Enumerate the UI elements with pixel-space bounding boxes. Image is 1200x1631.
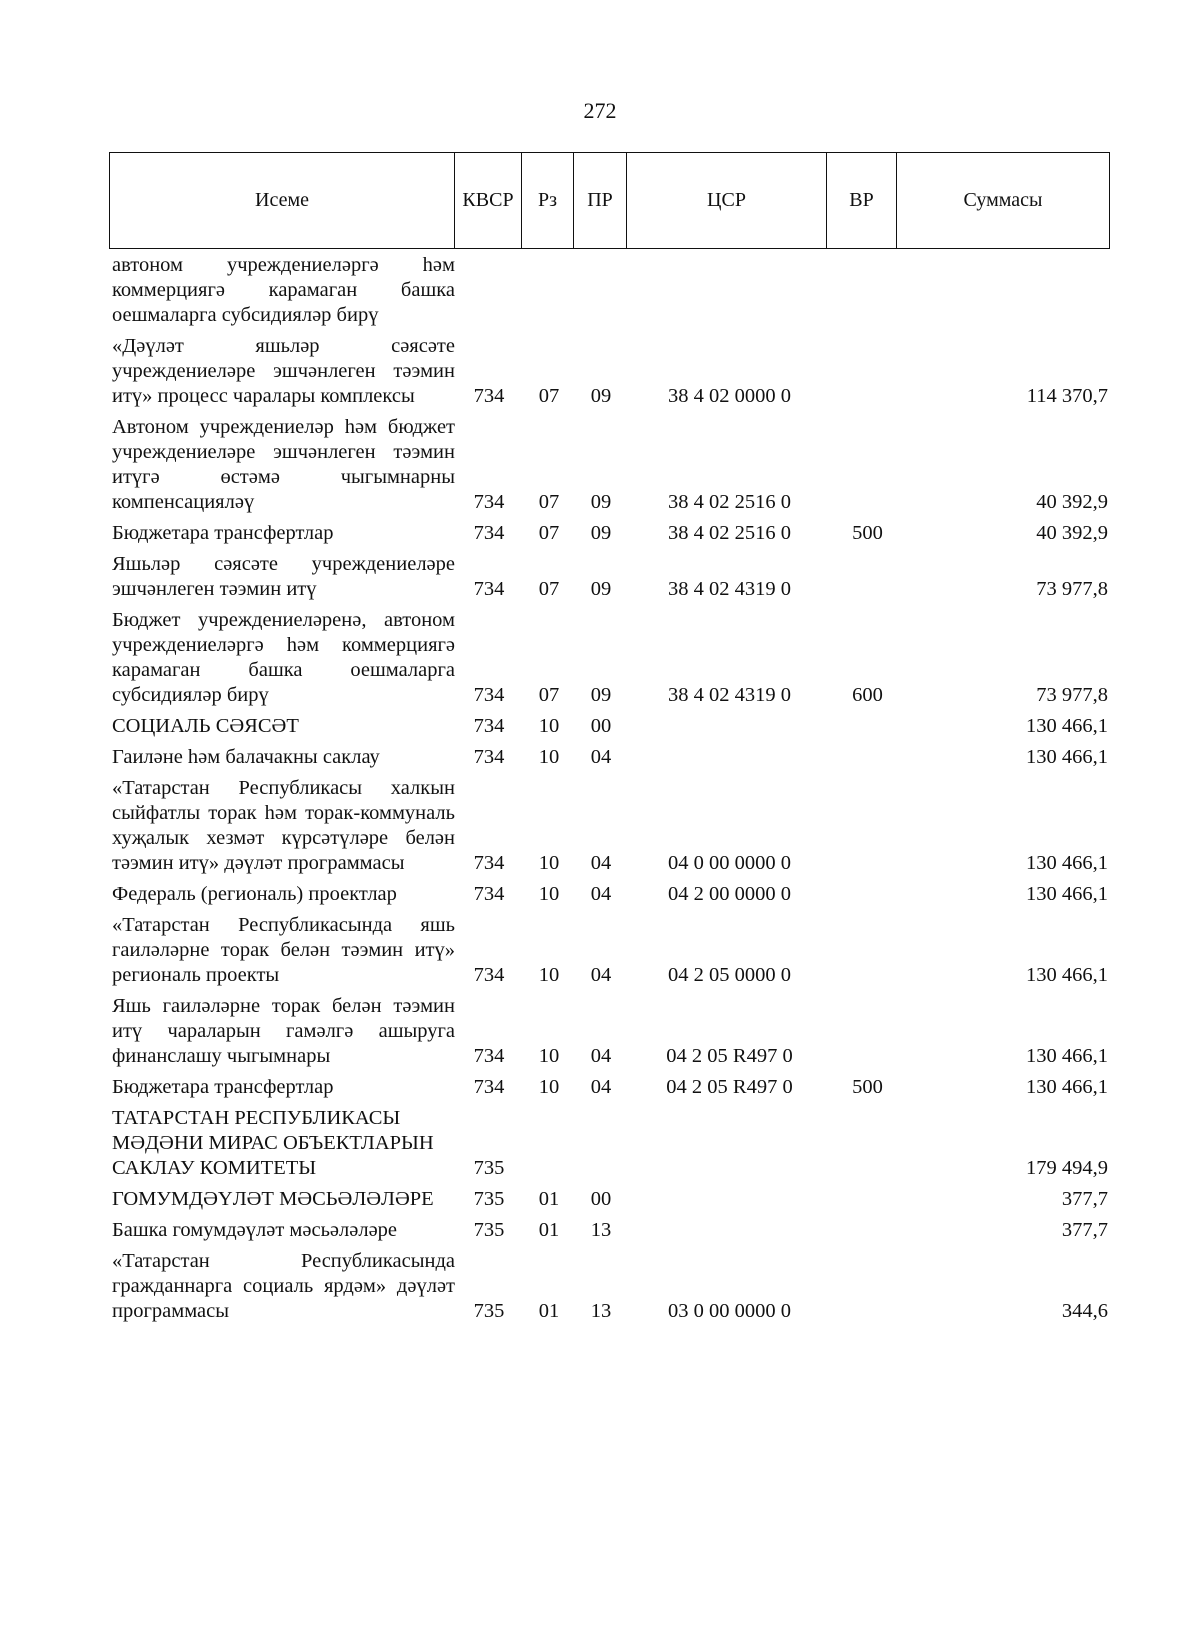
cell-csr: 04 0 00 0000 0 (668, 852, 791, 874)
cell-kvsr: 734 (473, 1045, 505, 1067)
header-vr: ВР (827, 153, 897, 249)
cell-name: «Татарстан Республикасында гражданнарга социаль ярдәм» дәүләт программасы (112, 1250, 455, 1322)
cell-kvsr: 734 (473, 522, 505, 544)
cell-rz: 10 (538, 883, 560, 905)
cell-name: Башка гомумдәүләт мәсьәләләре (112, 1219, 398, 1241)
cell-kvsr: 734 (473, 684, 505, 706)
table-row (112, 334, 1108, 409)
cell-kvsr: 734 (473, 1076, 505, 1098)
cell-vr: 500 (852, 522, 883, 544)
cell-pr: 09 (590, 522, 612, 544)
cell-pr: 13 (590, 1300, 612, 1322)
header-csr: ЦСР (627, 153, 827, 249)
cell-rz: 10 (538, 715, 560, 737)
table-row (112, 714, 1108, 739)
header-kvsr: КВСР (455, 153, 522, 249)
cell-sum: 130 466,1 (1026, 746, 1108, 768)
cell-sum: 130 466,1 (1026, 1076, 1108, 1098)
table-row (112, 1075, 1108, 1100)
cell-rz: 10 (538, 1045, 560, 1067)
cell-csr: 04 2 05 0000 0 (668, 964, 791, 986)
cell-kvsr: 734 (473, 746, 505, 768)
cell-name: Гаиләне һәм балачакны саклау (112, 746, 380, 768)
table-row (112, 776, 1108, 876)
cell-sum: 40 392,9 (1036, 491, 1108, 513)
cell-rz: 07 (538, 578, 560, 600)
page-number: 272 (583, 98, 617, 123)
cell-sum: 114 370,7 (1026, 385, 1108, 407)
table-row (112, 415, 1108, 515)
cell-sum: 344,6 (1061, 1300, 1108, 1322)
cell-pr: 04 (590, 1076, 612, 1098)
cell-sum: 73 977,8 (1036, 684, 1108, 706)
cell-rz: 01 (538, 1188, 560, 1210)
header-rz: Рз (522, 153, 574, 249)
cell-rz: 10 (538, 746, 560, 768)
cell-csr: 38 4 02 2516 0 (668, 491, 791, 513)
cell-pr: 04 (590, 852, 612, 874)
cell-name: Бюджетара трансфертлар (112, 522, 334, 544)
table-row (112, 552, 1108, 602)
cell-sum: 179 494,9 (1026, 1157, 1108, 1179)
cell-pr: 09 (590, 385, 612, 407)
cell-rz: 01 (538, 1300, 560, 1322)
cell-kvsr: 734 (473, 385, 505, 407)
cell-kvsr: 734 (473, 964, 505, 986)
table-body (112, 253, 1108, 1330)
cell-name: Автоном учреждениеләр һәм бюджет учреждениеләре эшчәнлеген тәэмин итүгә өстәмә чыгымнарны компенсацияләү (112, 416, 455, 513)
cell-kvsr: 734 (473, 491, 505, 513)
cell-rz: 07 (538, 385, 560, 407)
cell-kvsr: 735 (473, 1188, 505, 1210)
cell-name: «Татарстан Республикасында яшь гаиләләрне торак белән тәэмин итү» региональ проекты (112, 914, 455, 986)
cell-rz: 01 (538, 1219, 560, 1241)
cell-kvsr: 734 (473, 883, 505, 905)
cell-name: Яшьләр сәясәте учреждениеләре эшчәнлеген тәэмин итү (112, 553, 455, 600)
cell-pr: 09 (590, 578, 612, 600)
cell-kvsr: 735 (473, 1219, 505, 1241)
table-row (112, 745, 1108, 770)
cell-name: автоном учреждениеләргә һәм коммерциягә карамаган башка оешмаларга субсидияләр бирү (112, 254, 455, 326)
table-row (112, 1187, 1108, 1212)
cell-csr: 04 2 00 0000 0 (668, 883, 791, 905)
table-row (112, 1249, 1108, 1324)
cell-pr: 13 (590, 1219, 612, 1241)
cell-rz: 07 (538, 522, 560, 544)
cell-pr: 04 (590, 1045, 612, 1067)
table-row (112, 994, 1108, 1069)
cell-pr: 04 (590, 746, 612, 768)
cell-sum: 73 977,8 (1036, 578, 1108, 600)
cell-pr: 00 (590, 1188, 612, 1210)
cell-kvsr: 734 (473, 715, 505, 737)
cell-name: ГОМУМДӘҮЛӘТ МӘСЬӘЛӘЛӘРЕ (112, 1188, 434, 1210)
cell-sum: 40 392,9 (1036, 522, 1108, 544)
cell-sum: 130 466,1 (1026, 715, 1108, 737)
header-sum: Суммасы (897, 153, 1110, 249)
header-name: Исеме (110, 153, 455, 249)
cell-name: «Татарстан Республикасы халкын сыйфатлы торак һәм торак-коммуналь хуҗалык хезмәт күрсәтүләре белән тәэмин итү» дәүләт программасы (112, 777, 455, 874)
cell-csr: 04 2 05 R497 0 (666, 1076, 793, 1098)
cell-rz: 07 (538, 684, 560, 706)
cell-pr: 00 (590, 715, 612, 737)
cell-pr: 09 (590, 491, 612, 513)
table-row (112, 521, 1108, 546)
cell-name: «Дәүләт яшьләр сәясәте учреждениеләре эшчәнлеген тәэмин итү» процесс чаралары комплексы (112, 335, 455, 407)
cell-name: Бюджет учреждениеләренә, автоном учреждениеләргә һәм коммерциягә карамаган башка оешмаларга субсидияләр бирү (112, 609, 455, 706)
cell-csr: 38 4 02 0000 0 (668, 385, 791, 407)
header-pr: ПР (574, 153, 627, 249)
cell-kvsr: 734 (473, 852, 505, 874)
cell-csr: 04 2 05 R497 0 (666, 1045, 793, 1067)
cell-sum: 377,7 (1061, 1188, 1108, 1210)
cell-sum: 130 466,1 (1026, 1045, 1108, 1067)
cell-csr: 38 4 02 4319 0 (668, 684, 791, 706)
table-row (112, 253, 1108, 328)
table-header (109, 152, 1110, 249)
cell-rz: 10 (538, 852, 560, 874)
cell-csr: 38 4 02 4319 0 (668, 578, 791, 600)
cell-csr: 03 0 00 0000 0 (668, 1300, 791, 1322)
cell-sum: 130 466,1 (1026, 883, 1108, 905)
cell-rz: 07 (538, 491, 560, 513)
table-row (112, 882, 1108, 907)
table-row (112, 913, 1108, 988)
cell-sum: 130 466,1 (1026, 964, 1108, 986)
table-row (112, 608, 1108, 708)
cell-pr: 04 (590, 883, 612, 905)
cell-csr: 38 4 02 2516 0 (668, 522, 791, 544)
cell-pr: 09 (590, 684, 612, 706)
cell-vr: 500 (852, 1076, 883, 1098)
table-row (112, 1106, 1108, 1181)
cell-rz: 10 (538, 1076, 560, 1098)
cell-name: ТАТАРСТАН РЕСПУБЛИКАСЫ МӘДӘНИ МИРАС ОБЪЕКТЛАРЫН САКЛАУ КОМИТЕТЫ (112, 1107, 434, 1179)
cell-vr: 600 (852, 684, 883, 706)
cell-kvsr: 735 (473, 1157, 505, 1179)
cell-name: Федераль (региональ) проектлар (112, 883, 397, 905)
cell-name: Бюджетара трансфертлар (112, 1076, 334, 1098)
cell-name: Яшь гаиләләрне торак белән тәэмин итү чараларын гамәлгә ашыруга финанслашу чыгымнары (112, 995, 455, 1067)
cell-sum: 377,7 (1061, 1219, 1108, 1241)
cell-rz: 10 (538, 964, 560, 986)
cell-kvsr: 734 (473, 578, 505, 600)
table-row (112, 1218, 1108, 1243)
cell-pr: 04 (590, 964, 612, 986)
cell-sum: 130 466,1 (1026, 852, 1108, 874)
cell-name: СОЦИАЛЬ СӘЯСӘТ (112, 715, 299, 737)
cell-kvsr: 735 (473, 1300, 505, 1322)
